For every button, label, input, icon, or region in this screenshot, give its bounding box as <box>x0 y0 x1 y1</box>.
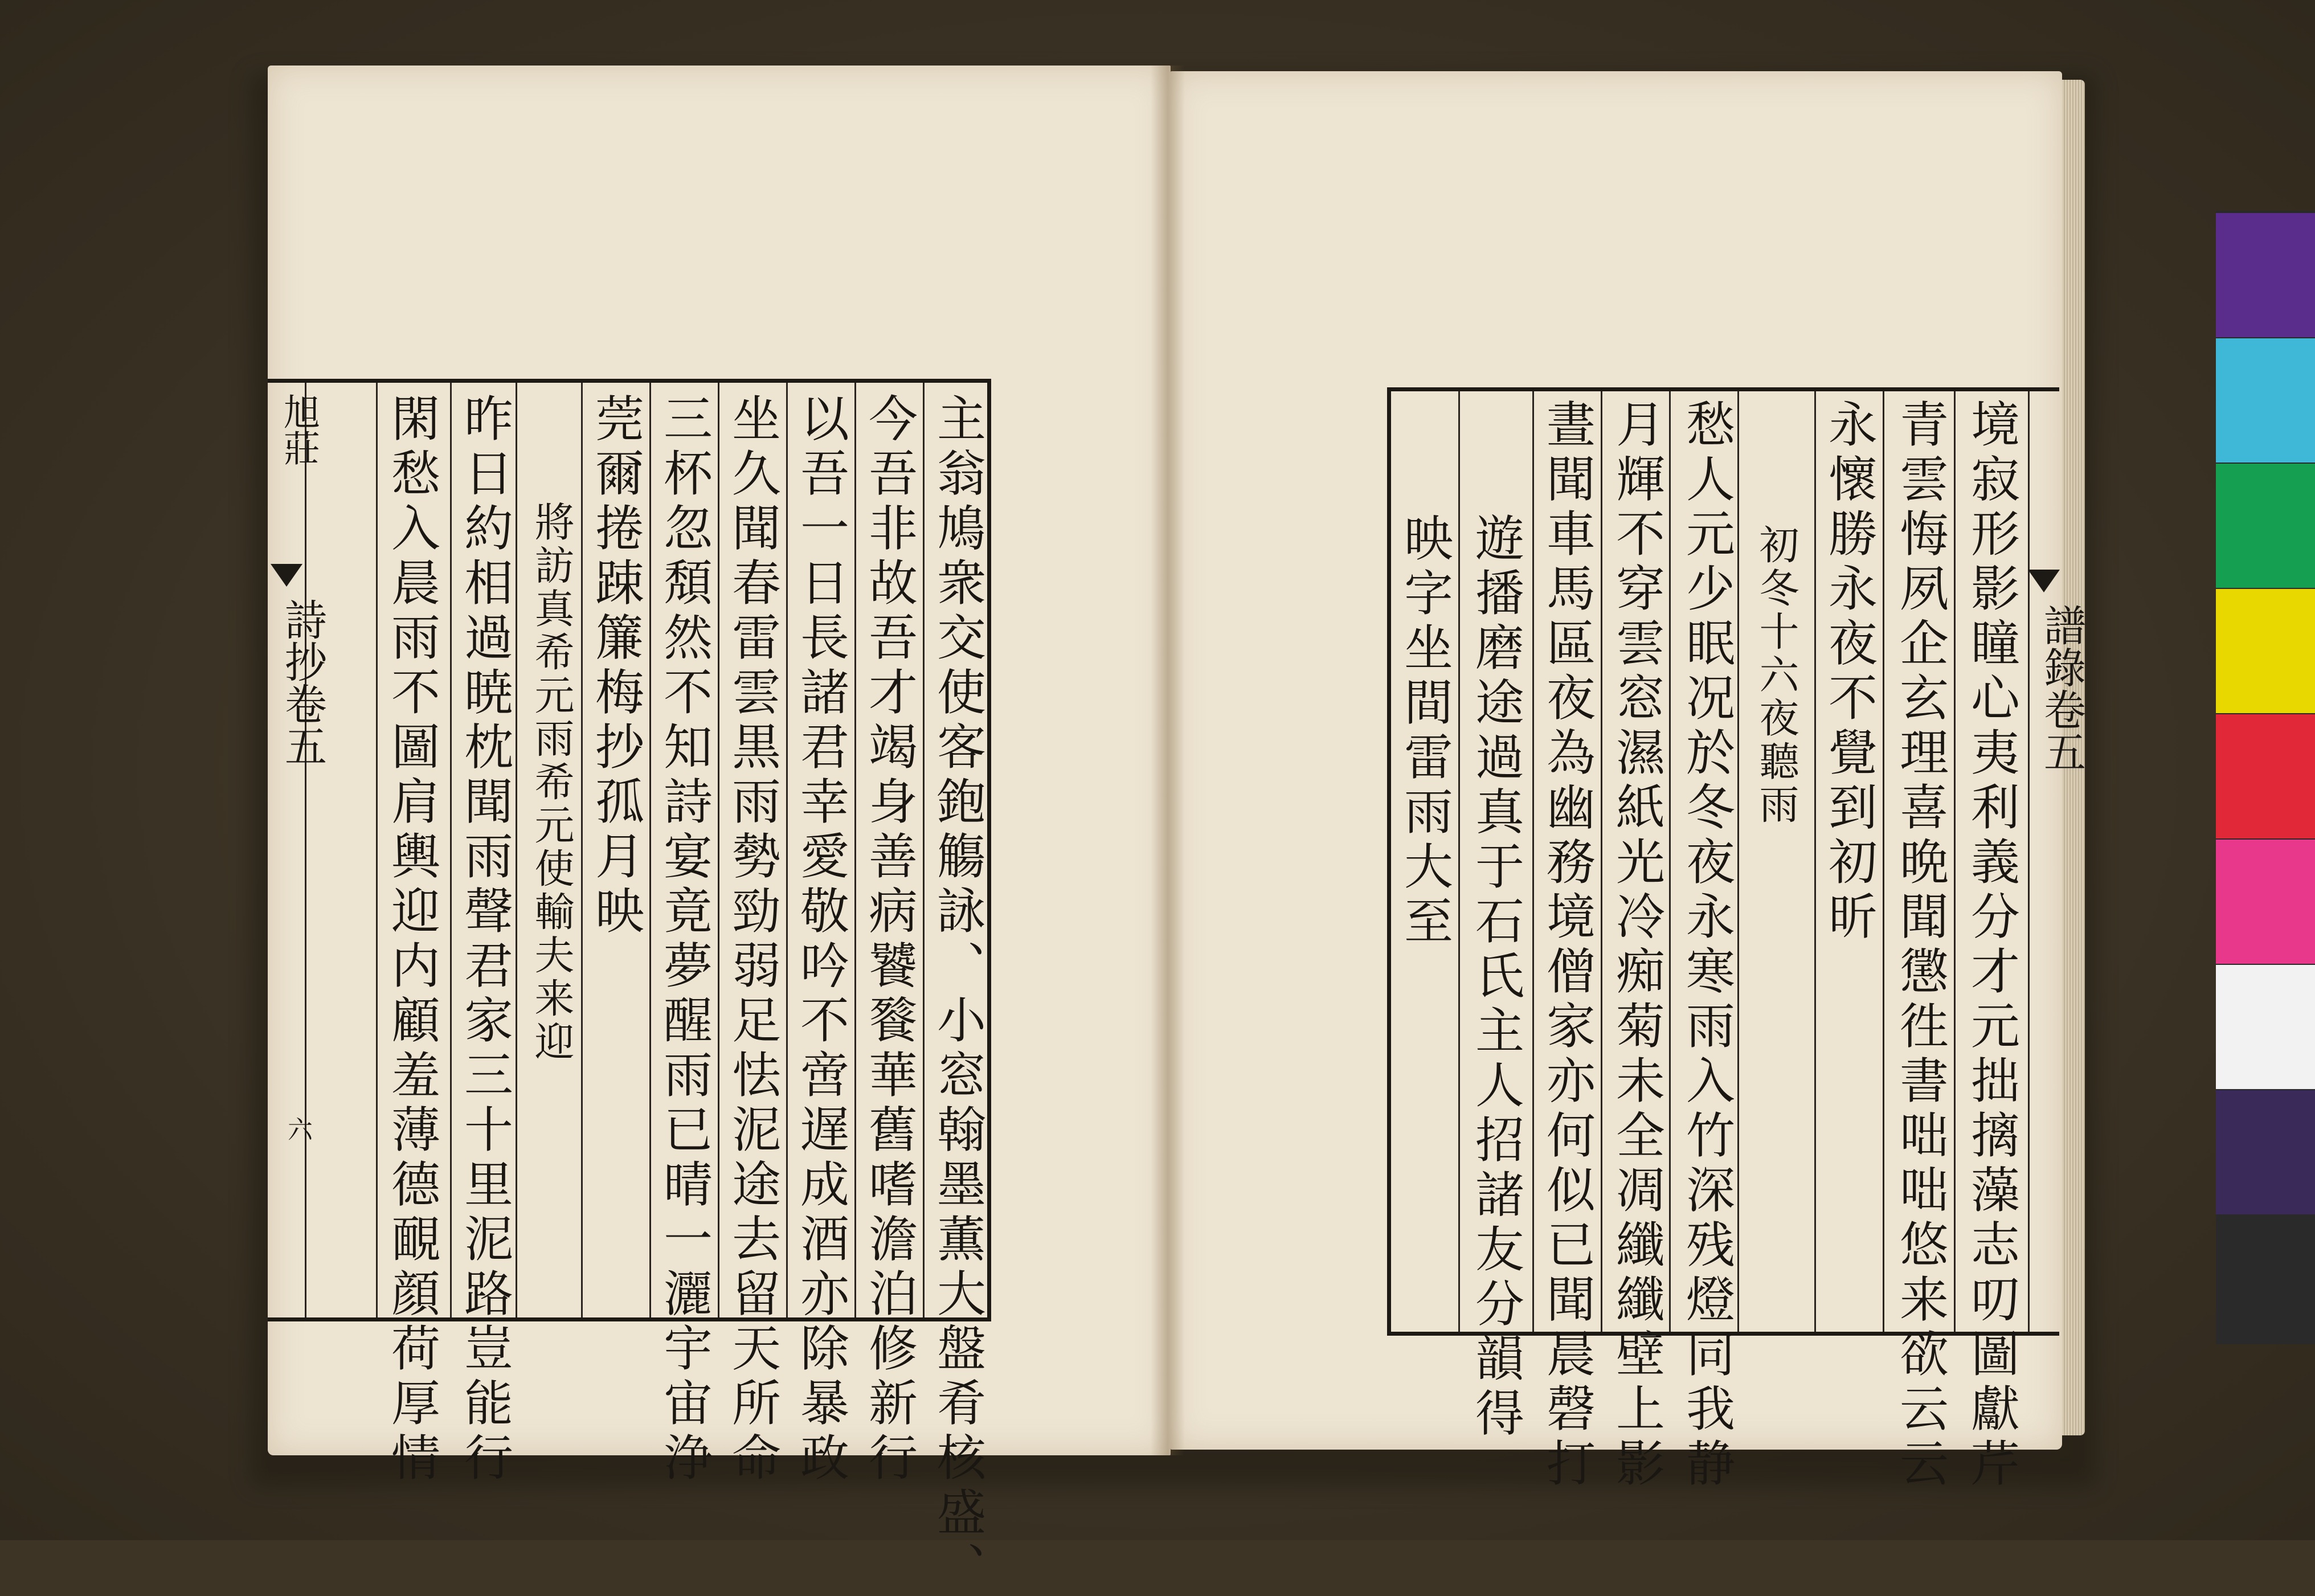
color-patch-magenta <box>2216 840 2315 964</box>
column-rule <box>1814 391 1816 1332</box>
text-column: 映字坐間雷雨大至 <box>1396 513 1453 950</box>
text-column: 月輝不穿雲窓濕紙光冷痴菊未全凋纖纖壁上影 <box>1608 399 1664 1492</box>
fold-author: 旭莊 <box>277 393 320 466</box>
column-rule <box>1532 391 1534 1332</box>
column-rule <box>1883 391 1884 1332</box>
text-column: 三杯忽頽然不知詩宴竟夢醒雨已晴一灑宇宙浄 <box>655 393 712 1487</box>
column-rule <box>649 383 651 1317</box>
column-rule <box>1737 391 1739 1332</box>
text-column: 坐久聞春雷雲黒雨勢勁弱足怯泥途去留天所命 <box>723 393 780 1487</box>
fishtail-mark <box>2028 570 2060 592</box>
text-column-heading: 初冬十六夜聽雨 <box>1753 524 1799 827</box>
fold-title: 詩抄卷五 <box>278 598 327 767</box>
column-rule <box>450 383 452 1317</box>
color-patch-black <box>2216 1216 2315 1340</box>
text-column: 永懷勝永夜不覺到初昕 <box>1820 399 1877 946</box>
color-calibration-card <box>2216 211 2315 1344</box>
column-rule <box>718 383 719 1317</box>
column-rule <box>376 383 378 1317</box>
text-column: 境寂形影瞳心夷利義分才元拙摛藻志叨圖獻芹 <box>1962 399 2019 1492</box>
color-patch-yellow <box>2216 589 2315 713</box>
text-column: 愁人元少眠况於冬夜永寒雨入竹深残燈同我静 <box>1678 399 1735 1492</box>
text-column: 主翁鳩衆交使客鉋觴詠、小窓翰墨薫大盤肴核盛、 <box>929 393 985 1596</box>
book-gutter <box>1151 66 1185 1455</box>
column-rule <box>581 383 583 1317</box>
text-column: 以吾一日長諸君幸愛敬吟不啻遅成酒亦除暴政 <box>792 393 849 1487</box>
column-rule <box>1954 391 1956 1332</box>
color-patch-purple <box>2216 213 2315 337</box>
column-rule <box>1669 391 1671 1332</box>
text-column: 遊播磨途過真于石氏主人招諸友分韻得 <box>1467 513 1524 1442</box>
column-rule <box>1601 391 1602 1332</box>
column-rule <box>516 383 517 1317</box>
text-column-heading: 將訪真希元雨希元使輸夫来迎 <box>528 501 575 1064</box>
text-column: 昨日約相過暁枕聞雨聲君家三十里泥路豈能行 <box>456 393 513 1487</box>
color-patch-red <box>2216 714 2315 838</box>
column-rule <box>1458 391 1460 1332</box>
column-rule <box>786 383 788 1317</box>
color-patch-white <box>2216 965 2315 1089</box>
fold-page-number: 六 <box>283 1116 312 1141</box>
color-patch-dark-purple <box>2216 1090 2315 1214</box>
text-column: 莞爾捲踈簾梅抄孤月映 <box>587 393 644 940</box>
color-patch-green <box>2216 464 2315 588</box>
text-column: 晝聞車馬區夜為幽務境僧家亦何似已聞晨磬打 <box>1538 399 1595 1492</box>
fold-title: 譜錄卷五 <box>2037 604 2086 772</box>
text-column: 青雲悔夙企玄理喜晩聞懲徃書咄咄悠来欲云云 <box>1891 399 1948 1492</box>
text-column: 閑愁入晨雨不圖肩輿迎内顧羞薄德靦顔荷厚情 <box>383 393 440 1487</box>
fold-rule <box>305 383 306 1317</box>
text-column: 今吾非故吾才竭身善病饕餮華舊嗜澹泊修新行 <box>860 393 917 1487</box>
color-patch-cyan <box>2216 338 2315 463</box>
fishtail-mark <box>271 564 302 587</box>
column-rule <box>923 383 925 1317</box>
column-rule <box>854 383 856 1317</box>
fold-rule <box>2028 391 2030 1332</box>
